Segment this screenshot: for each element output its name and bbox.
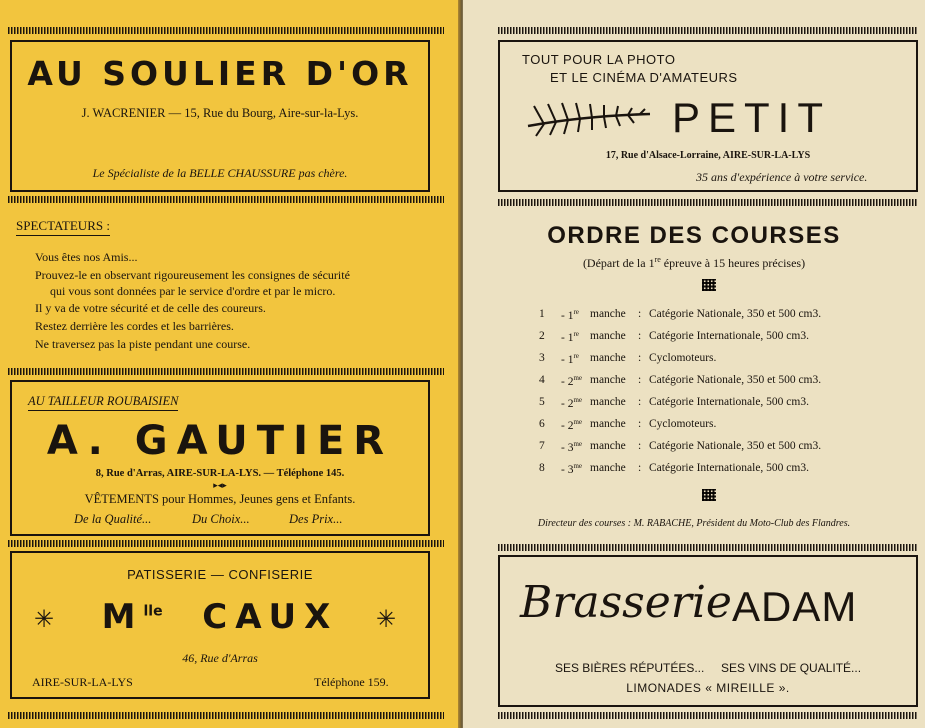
gautier-tagline-text: AU TAILLEUR ROUBAISIEN: [28, 394, 179, 408]
grid-ornament-icon: [702, 279, 716, 291]
race-round-sup: re: [573, 330, 579, 338]
subtitle-sup: re: [654, 255, 661, 264]
race-round-sup: me: [573, 440, 583, 448]
race-number: 5: [539, 396, 545, 408]
spectateurs-line: Il y va de votre sécurité et de celle des coureurs.: [35, 301, 266, 315]
adam-line1: SES BIÈRES RÉPUTÉES... SES VINS DE QUALITÉ...: [554, 661, 862, 675]
dotted-rule: [498, 199, 918, 206]
race-round-number: 2: [567, 419, 574, 432]
race-colon: :: [638, 440, 642, 452]
spectateurs-line: Prouvez-le en observant rigoureusement les consignes de sécurité: [35, 268, 350, 282]
race-number: 4: [539, 374, 545, 386]
spectateurs-line: qui vous sont données par le service d'ordre et par le micro.: [50, 284, 336, 298]
dotted-rule: [498, 27, 918, 34]
race-word: manche: [590, 462, 626, 474]
race-category: Cyclomoteurs.: [649, 352, 717, 364]
spectateurs-line: Ne traversez pas la piste pendant une course.: [35, 337, 251, 351]
race-word: manche: [590, 374, 626, 386]
caux-prefix-sup: lle: [143, 603, 163, 620]
gautier-quality: De la Qualité...: [74, 512, 152, 526]
race-round: - $2^{me}$: [561, 374, 583, 388]
race-round-number: 2: [567, 397, 574, 410]
ordre-title: ORDRE DES COURSES: [547, 222, 841, 249]
dotted-rule: [8, 540, 444, 547]
race-round-number: 2: [567, 375, 574, 388]
slogan-pre: Le Spécialiste de la: [92, 166, 190, 180]
petit-experience: 35 ans d'expérience à votre service.: [696, 170, 868, 184]
race-category: Cyclomoteurs.: [649, 418, 717, 430]
ad-petit: [498, 40, 918, 192]
palm-leaf-icon: [524, 100, 654, 138]
dotted-rule: [8, 196, 444, 203]
gautier-address: 8, Rue d'Arras, AIRE-SUR-LA-LYS. — Téléphone 145.: [95, 468, 345, 479]
spectateurs-line: Restez derrière les cordes et les barrières.: [35, 319, 234, 333]
race-round: - 1re: [561, 330, 579, 344]
soulier-slogan: [12, 166, 428, 181]
adam-name: ADAM: [732, 583, 858, 630]
race-number: 1: [539, 308, 545, 320]
adam-script-name: Brasserie: [520, 577, 732, 628]
dotted-rule: [498, 712, 918, 719]
caux-phone: Téléphone 159.: [314, 675, 389, 689]
race-round-sup: re: [573, 352, 579, 360]
race-row: [463, 352, 925, 368]
caux-header: PATISSERIE — CONFISERIE: [127, 567, 313, 582]
race-word: manche: [590, 418, 626, 430]
ad-gautier: [10, 380, 430, 536]
ornament-divider: ▸◂▸: [213, 480, 227, 490]
race-round: - $2^{me}$: [561, 396, 583, 410]
star-icon: ✳: [376, 607, 397, 633]
race-round: - 1re: [561, 308, 579, 322]
caux-name-text: CAUX: [202, 597, 339, 637]
dotted-rule: [8, 27, 444, 34]
race-word: manche: [590, 308, 626, 320]
petit-name: PETIT: [672, 94, 832, 141]
race-round-number: 1: [567, 353, 574, 366]
spectateurs-heading: [16, 218, 110, 236]
race-row: [463, 418, 925, 434]
gautier-clothing: VÊTEMENTS pour Hommes, Jeunes gens et Enfants.: [84, 492, 356, 506]
star-icon: ✳: [34, 607, 55, 633]
race-colon: :: [638, 352, 642, 364]
race-row: [463, 462, 925, 478]
grid-ornament-icon: [702, 489, 716, 501]
race-round: - $2^{me}$: [561, 418, 583, 432]
soulier-title: AU SOULIER D'OR: [27, 54, 413, 93]
race-row: [463, 440, 925, 456]
race-word: manche: [590, 440, 626, 452]
race-row: [463, 374, 925, 390]
race-round: - 1re: [561, 352, 579, 366]
race-colon: :: [638, 418, 642, 430]
race-category: Catégorie Internationale, 500 cm3.: [649, 462, 809, 474]
race-round-sup: re: [573, 308, 579, 316]
spectateurs-heading-text: SPECTATEURS :: [16, 218, 110, 233]
race-row: [463, 396, 925, 412]
dotted-rule: [8, 368, 444, 375]
petit-address: 17, Rue d'Alsace-Lorraine, AIRE-SUR-LA-LYS: [605, 150, 811, 161]
ad-caux: [10, 551, 430, 699]
race-category: Catégorie Internationale, 500 cm3.: [649, 396, 809, 408]
race-category: Catégorie Nationale, 350 et 500 cm3.: [649, 374, 822, 386]
race-word: manche: [590, 396, 626, 408]
subtitle-post: épreuve à 15 heures précises): [660, 256, 806, 270]
race-round-number: 3: [567, 463, 574, 476]
caux-city: AIRE-SUR-LA-LYS: [32, 675, 133, 689]
gautier-tagline: [28, 394, 178, 411]
race-colon: :: [638, 374, 642, 386]
gautier-name: A. GAUTIER: [46, 418, 394, 464]
gautier-choice: Du Choix...: [192, 512, 250, 526]
slogan-mid: BELLE CHAUSSURE: [189, 166, 296, 180]
race-number: 6: [539, 418, 545, 430]
caux-name: [12, 597, 428, 637]
race-category: Catégorie Nationale, 350 et 500 cm3.: [649, 440, 822, 452]
race-category: Catégorie Nationale, 350 et 500 cm3.: [649, 308, 822, 320]
race-category: Catégorie Internationale, 500 cm3.: [649, 330, 809, 342]
race-word: manche: [590, 352, 626, 364]
ad-adam: [498, 555, 918, 707]
race-round-number: 1: [567, 331, 574, 344]
dotted-rule: [8, 712, 444, 719]
race-round-sup: me: [573, 462, 583, 470]
dotted-rule: [498, 544, 918, 551]
left-page: [0, 0, 460, 728]
race-round: - $3^{me}$: [561, 440, 583, 454]
ordre-subtitle: [463, 255, 925, 271]
race-colon: :: [638, 308, 642, 320]
right-page: [463, 0, 925, 728]
petit-line1: TOUT POUR LA PHOTO: [522, 52, 676, 67]
race-round-sup: me: [573, 396, 583, 404]
slogan-post: pas chère.: [295, 166, 348, 180]
race-number: 8: [539, 462, 545, 474]
race-round: - $3^{me}$: [561, 462, 583, 476]
adam-line2: LIMONADES « MIREILLE ».: [626, 681, 790, 695]
gautier-prices: Des Prix...: [289, 512, 343, 526]
race-colon: :: [638, 330, 642, 342]
race-number: 2: [539, 330, 545, 342]
petit-line2: ET LE CINÉMA D'AMATEURS: [550, 70, 738, 85]
ad-soulier-dor: [10, 40, 430, 192]
race-number: 7: [539, 440, 545, 452]
race-word: manche: [590, 330, 626, 342]
caux-address: 46, Rue d'Arras: [182, 651, 258, 665]
race-number: 3: [539, 352, 545, 364]
soulier-address: J. WACRENIER — 15, Rue du Bourg, Aire-sur-la-Lys.: [81, 106, 359, 120]
ordre-director: Directeur des courses : M. RABACHE, Président du Moto-Club des Flandres.: [537, 518, 851, 529]
race-round-number: 3: [567, 441, 574, 454]
caux-prefix: M: [101, 597, 144, 637]
race-colon: :: [638, 462, 642, 474]
race-round-sup: me: [573, 418, 583, 426]
spectateurs-line: Vous êtes nos Amis...: [35, 250, 138, 264]
race-colon: :: [638, 396, 642, 408]
race-round-sup: me: [573, 374, 583, 382]
race-row: [463, 308, 925, 324]
race-row: [463, 330, 925, 346]
race-round-number: 1: [567, 309, 574, 322]
subtitle-pre: (Départ de la 1: [582, 256, 655, 270]
